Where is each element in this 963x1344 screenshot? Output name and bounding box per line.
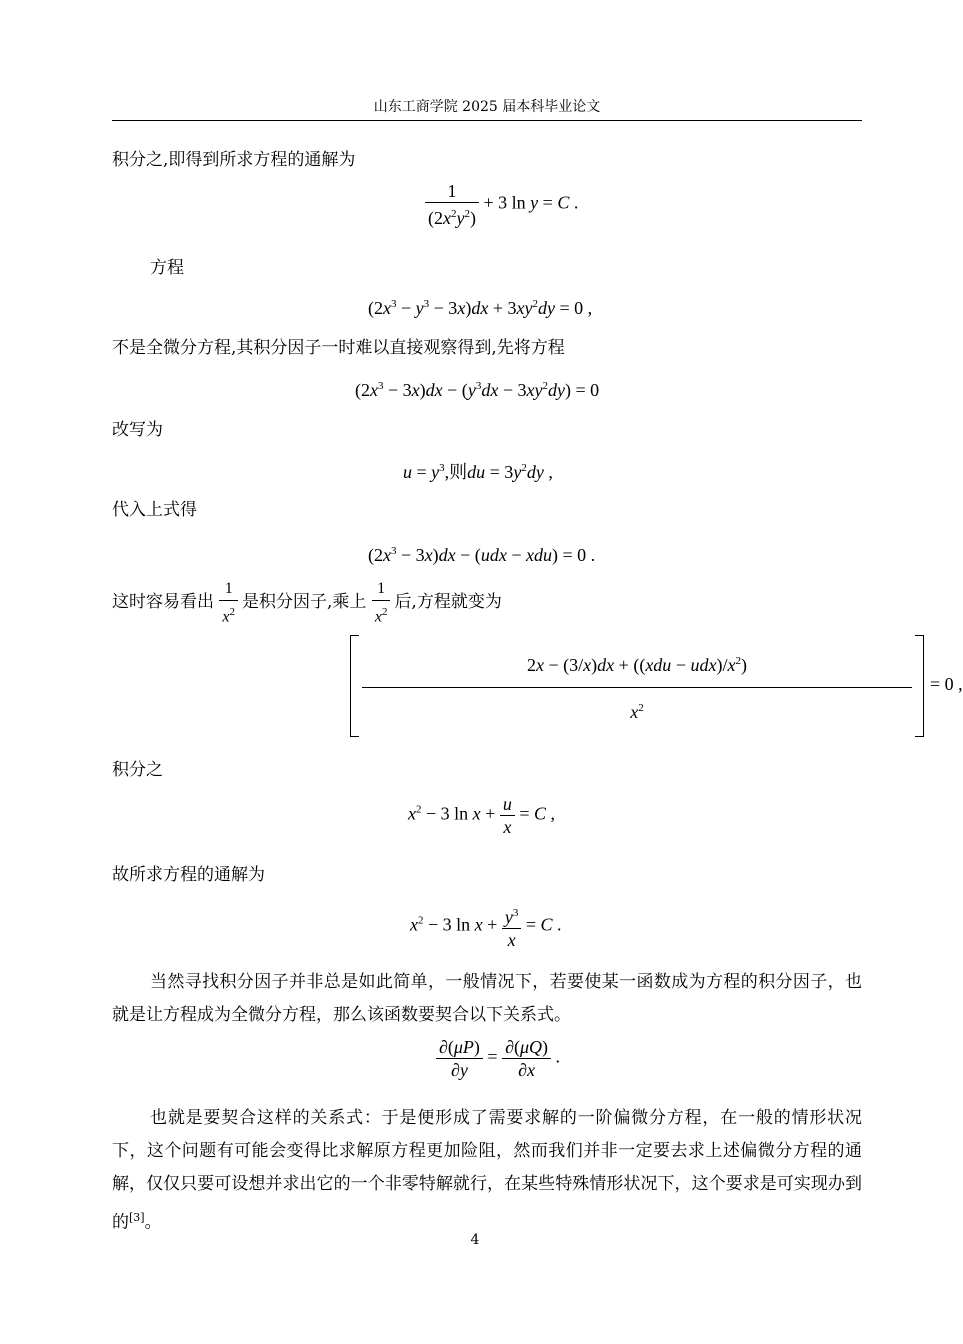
- text-line: 积分之: [112, 760, 163, 780]
- citation-ref[interactable]: [3]: [129, 1211, 145, 1224]
- text-line: 代入上式得: [112, 500, 197, 520]
- equation-original: $(2x^3 - y^3 - 3x)dx + 3xy^2dy = 0$ ,: [368, 298, 593, 318]
- equation-integral: $x^2 - 3$ ln x + $\frac{u}{x}$ = C ,: [408, 794, 555, 837]
- page-number: 4: [470, 1232, 480, 1248]
- text-line: 方程: [150, 258, 184, 278]
- text-line-integrating-factor: 这时容易看出 $\frac{1}{x^2}$ 是积分因子,乘上 $\frac{1}{x^2}$ 后,方程就变为: [112, 580, 502, 626]
- equation-general-solution-1: $\frac{1}{(2x^2y^2)}$ + 3 ln y = C .: [425, 180, 578, 229]
- text-line: 故所求方程的通解为: [112, 865, 265, 885]
- paragraph-2: 也就是要契合这样的关系式：于是便形成了需要求解的一阶偏微分方程，在一般的情形状况下，这个问题有可能会变得比求解原方程更加险阻，然而我们并非一定要去求上述偏微分方程的通解，仅仅只要可设想并求出它的一个非零特解就行，在某些特殊情形状况下，这个要求是可实现办到的[3]。: [112, 1108, 862, 1233]
- equation-substituted: $(2x^3 - 3x)dx - (udx - xdu) = 0$ .: [368, 545, 596, 565]
- paragraph-1: 当然寻找积分因子并非总是如此简单，一般情况下，若要使某一函数成为方程的积分因子，也就是让方程成为全微分方程，那么该函数要契合以下关系式。: [112, 972, 862, 1025]
- equation-substitution: $u = y^3$,则du = $3y^2dy$ ,: [403, 462, 553, 482]
- text-line: 不是全微分方程,其积分因子一时难以直接观察得到,先将方程: [112, 338, 565, 358]
- page-header: 山东工商学院 2025 届本科毕业论文: [112, 98, 862, 121]
- equation-general-solution-2: $x^2 - 3$ ln x + $\frac{y^3}{x}$ = C .: [410, 902, 561, 951]
- equation-integrating-factor-condition: $\frac{\partial(\mu P)}{\partial y}$ = $\frac{\partial(\mu Q)}{\partial x}$ .: [436, 1036, 560, 1081]
- text-line: 积分之,即得到所求方程的通解为: [112, 150, 356, 170]
- text-line: 改写为: [112, 420, 163, 440]
- equation-regrouped: $(2x^3 - 3x)dx - (y^3dx - 3xy^2dy) = 0$: [355, 380, 600, 400]
